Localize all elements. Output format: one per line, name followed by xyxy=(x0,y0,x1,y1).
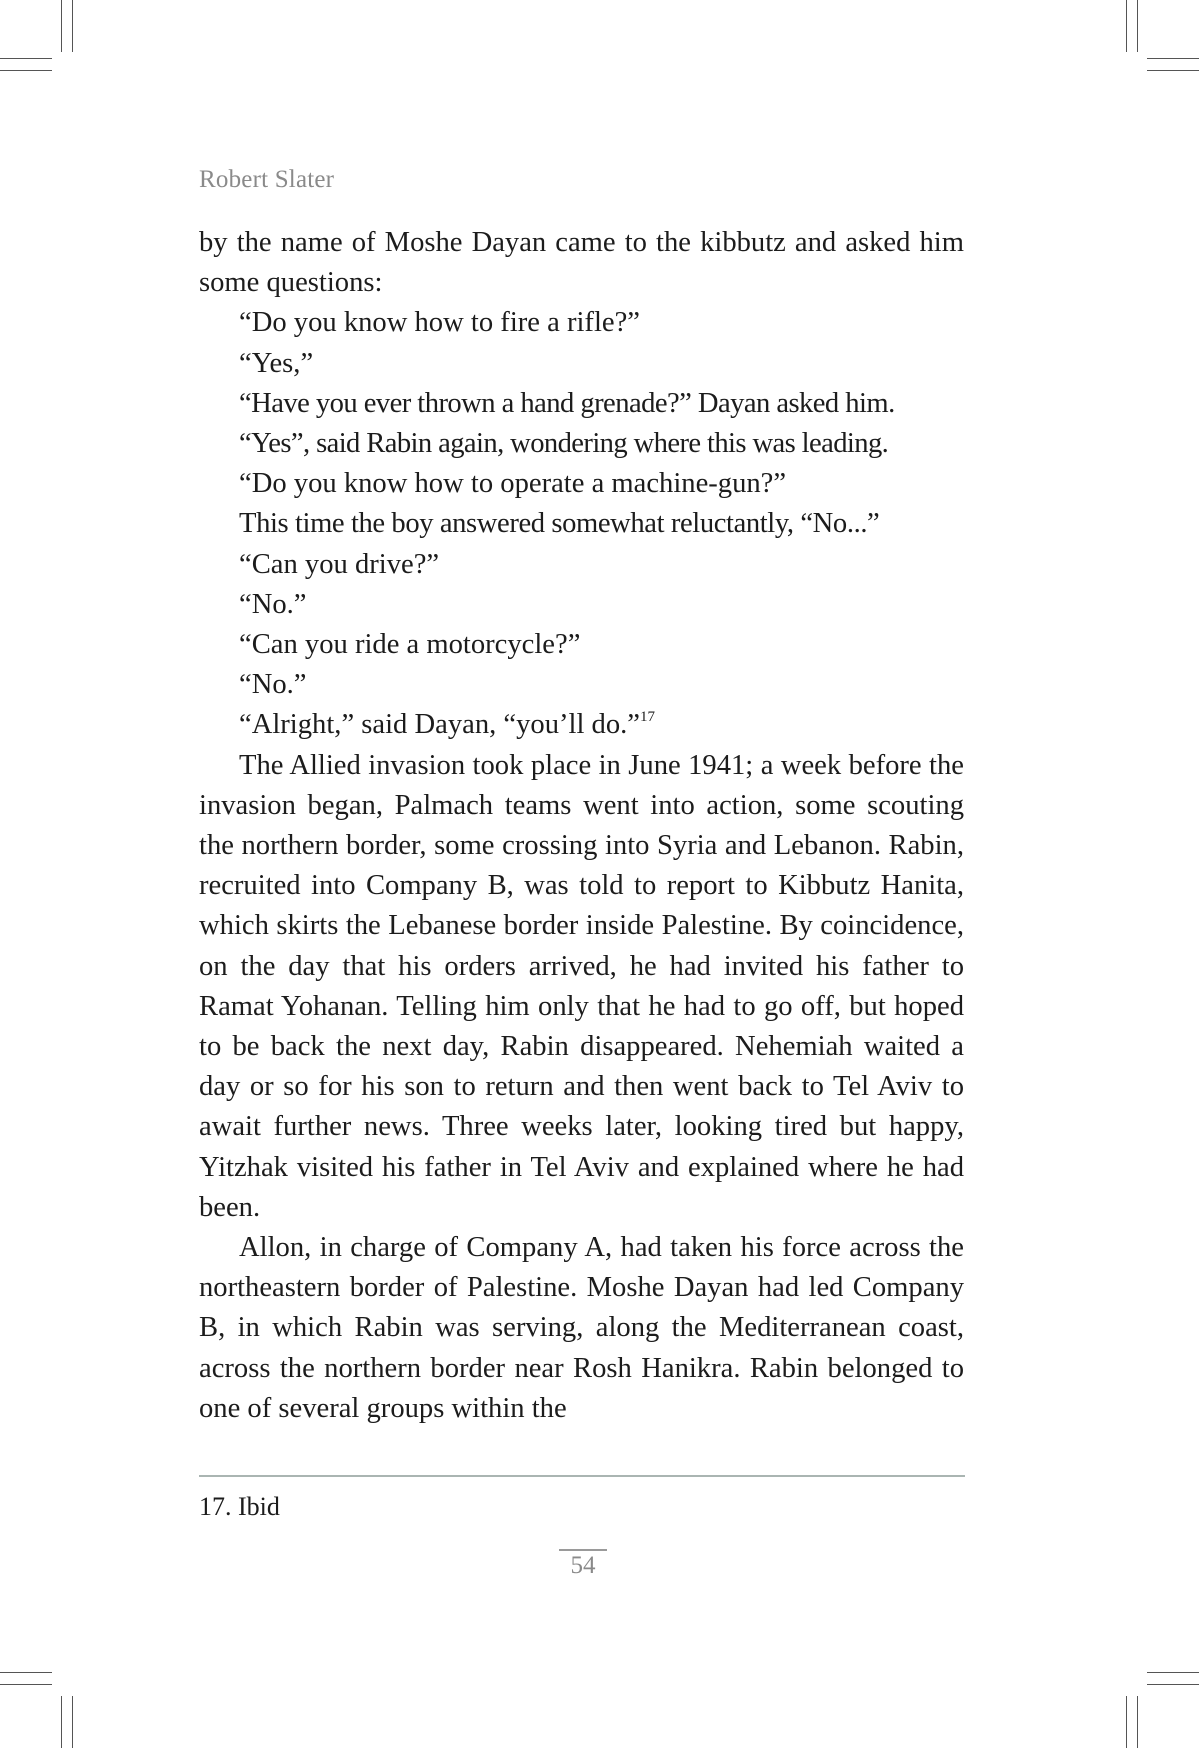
dialog-line: “Yes,” xyxy=(239,347,314,379)
paragraph-continuation: by the name of Moshe Dayan came to the kibbutz and asked him some questions: xyxy=(199,227,964,299)
crop-mark-bottom-left-horizontal-1 xyxy=(0,1672,52,1673)
dialog-line: “Can you drive?” xyxy=(239,548,440,580)
crop-mark-top-right-vertical-2 xyxy=(1137,0,1138,52)
dialog-line: “Yes”, said Rabin again, wondering where this was leading. xyxy=(239,428,889,460)
crop-mark-bottom-right-vertical-2 xyxy=(1137,1696,1138,1748)
dialog-line: “Do you know how to fire a rifle?” xyxy=(239,307,640,339)
crop-mark-top-left-vertical-1 xyxy=(61,0,62,52)
crop-mark-bottom-right-vertical-1 xyxy=(1126,1696,1127,1748)
running-head: Robert Slater xyxy=(199,166,335,193)
body-text xyxy=(199,223,964,1429)
dialog-line: “Can you ride a motorcycle?” xyxy=(239,629,581,661)
dialog-line: “Do you know how to operate a machine-gun?” xyxy=(239,468,787,500)
page-number: 54 xyxy=(570,1552,596,1579)
crop-mark-bottom-left-vertical-2 xyxy=(72,1696,73,1748)
crop-mark-top-right-vertical-1 xyxy=(1126,0,1127,52)
crop-mark-top-left-vertical-2 xyxy=(72,0,73,52)
dialog-text: “Alright,” said Dayan, “you’ll do.” xyxy=(239,709,640,741)
footnote-divider xyxy=(199,1475,965,1477)
crop-mark-top-right-horizontal-2 xyxy=(1147,70,1199,71)
crop-mark-bottom-right-horizontal-1 xyxy=(1147,1672,1199,1673)
dialog-line: “No.” xyxy=(239,588,307,620)
page-number-rule xyxy=(559,1549,607,1551)
crop-mark-bottom-left-vertical-1 xyxy=(61,1696,62,1748)
crop-mark-top-right-horizontal-1 xyxy=(1147,58,1199,59)
paragraph: The Allied invasion took place in June 1941; a week before the invasion began, Palmach teams went into action, some scouting the northern border, some crossing into Syria and Lebanon. Rabin, recruited into Company B, was told to report to Kibbutz Hanita, which skirts the Lebanese border inside Palestine. By coincidence, on the day that his orders arrived, he had invited his father to Ramat Yohanan. Telling him only that he had to go off, but hoped to be back the next day, Rabin disappeared. Nehemiah waited a day or so for his son to return and then went back to Tel Aviv to await further news. Three weeks later, looking tired but happy, Yitzhak visited his father in Tel Aviv and explained where he had been. xyxy=(199,749,964,1223)
dialog-line: This time the boy answered somewhat reluctantly, “No...” xyxy=(239,508,880,540)
dialog-line: “Have you ever thrown a hand grenade?” Dayan asked him. xyxy=(239,387,895,419)
footnote-reference: 17 xyxy=(639,709,655,726)
crop-mark-top-left-horizontal-1 xyxy=(0,58,52,59)
paragraph: Allon, in charge of Company A, had taken his force across the northeastern border of Palestine. Moshe Dayan had led Company B, in which Rabin was serving, along the Mediterranean coast, across the northern border near Rosh Hanikra. Rabin belonged to one of several groups within the xyxy=(199,1232,964,1424)
dialog-line: “No.” xyxy=(239,669,307,701)
crop-mark-bottom-left-horizontal-2 xyxy=(0,1684,52,1685)
crop-mark-top-left-horizontal-2 xyxy=(0,70,52,71)
dialog-line-with-note xyxy=(199,705,964,745)
footnote: 17. Ibid xyxy=(199,1492,280,1521)
crop-mark-bottom-right-horizontal-2 xyxy=(1147,1684,1199,1685)
